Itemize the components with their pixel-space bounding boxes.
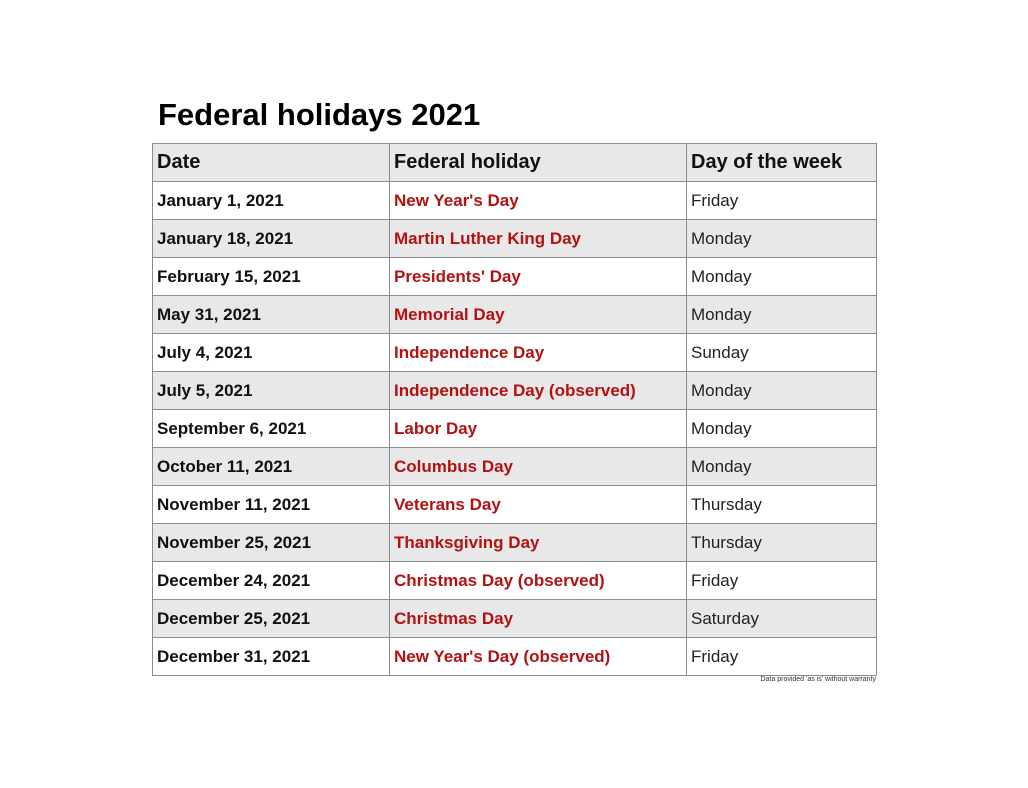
date-cell: January 1, 2021 xyxy=(153,182,390,220)
weekday-cell: Monday xyxy=(687,258,877,296)
header-date: Date xyxy=(153,144,390,182)
disclaimer-footnote: Data provided 'as is' without warranty xyxy=(760,676,876,683)
date-cell: December 31, 2021 xyxy=(153,638,390,676)
holiday-cell: Christmas Day (observed) xyxy=(390,562,687,600)
table-row xyxy=(153,372,877,410)
table-body xyxy=(153,182,877,676)
holiday-cell: Martin Luther King Day xyxy=(390,220,687,258)
weekday-cell: Monday xyxy=(687,220,877,258)
date-cell: December 24, 2021 xyxy=(153,562,390,600)
holiday-cell: New Year's Day (observed) xyxy=(390,638,687,676)
date-cell: January 18, 2021 xyxy=(153,220,390,258)
weekday-cell: Thursday xyxy=(687,524,877,562)
date-cell: July 4, 2021 xyxy=(153,334,390,372)
date-cell: October 11, 2021 xyxy=(153,448,390,486)
holiday-cell: Memorial Day xyxy=(390,296,687,334)
date-cell: December 25, 2021 xyxy=(153,600,390,638)
date-cell: November 25, 2021 xyxy=(153,524,390,562)
table-row xyxy=(153,410,877,448)
holidays-table xyxy=(152,143,877,676)
weekday-cell: Friday xyxy=(687,562,877,600)
weekday-cell: Friday xyxy=(687,638,877,676)
table-row xyxy=(153,562,877,600)
date-cell: November 11, 2021 xyxy=(153,486,390,524)
header-day-of-week: Day of the week xyxy=(687,144,877,182)
weekday-cell: Monday xyxy=(687,448,877,486)
header-row xyxy=(153,144,877,182)
table-row xyxy=(153,334,877,372)
holiday-cell: Independence Day xyxy=(390,334,687,372)
weekday-cell: Monday xyxy=(687,372,877,410)
table-row xyxy=(153,220,877,258)
holiday-cell: Independence Day (observed) xyxy=(390,372,687,410)
holiday-cell: Veterans Day xyxy=(390,486,687,524)
document-title: Federal holidays 2021 xyxy=(158,97,481,132)
date-cell: February 15, 2021 xyxy=(153,258,390,296)
date-cell: May 31, 2021 xyxy=(153,296,390,334)
date-cell: September 6, 2021 xyxy=(153,410,390,448)
table-row xyxy=(153,600,877,638)
table-header xyxy=(153,144,877,182)
table-row xyxy=(153,296,877,334)
table-row xyxy=(153,448,877,486)
date-cell: July 5, 2021 xyxy=(153,372,390,410)
holiday-cell: Columbus Day xyxy=(390,448,687,486)
holiday-cell: Presidents' Day xyxy=(390,258,687,296)
header-federal-holiday: Federal holiday xyxy=(390,144,687,182)
weekday-cell: Sunday xyxy=(687,334,877,372)
table-row xyxy=(153,486,877,524)
holiday-cell: Thanksgiving Day xyxy=(390,524,687,562)
weekday-cell: Friday xyxy=(687,182,877,220)
weekday-cell: Thursday xyxy=(687,486,877,524)
table-row xyxy=(153,182,877,220)
weekday-cell: Saturday xyxy=(687,600,877,638)
table-row xyxy=(153,524,877,562)
table-row xyxy=(153,638,877,676)
holiday-cell: Labor Day xyxy=(390,410,687,448)
table-row xyxy=(153,258,877,296)
weekday-cell: Monday xyxy=(687,296,877,334)
weekday-cell: Monday xyxy=(687,410,877,448)
holiday-cell: New Year's Day xyxy=(390,182,687,220)
holiday-cell: Christmas Day xyxy=(390,600,687,638)
